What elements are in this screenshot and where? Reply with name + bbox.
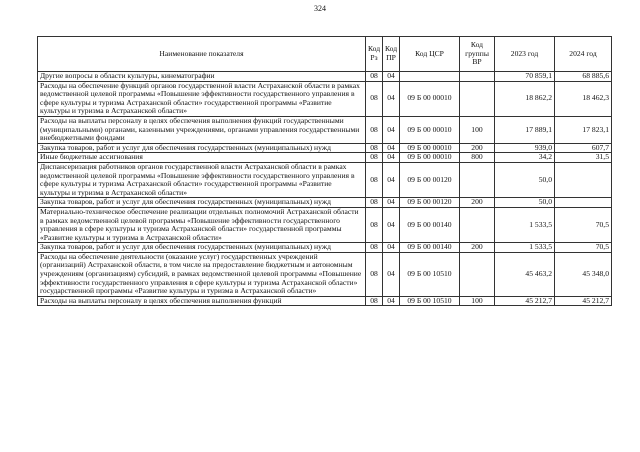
cell-rz: 08 (366, 153, 383, 163)
table-row (38, 243, 612, 253)
cell-pr: 04 (383, 143, 400, 153)
cell-csr: 09 Б 00 00140 (400, 207, 460, 242)
table-body (38, 72, 612, 306)
cell-pr: 04 (383, 72, 400, 82)
cell-name: Материально-техническое обеспечение реализации отдельных полномочий Астраханской области в рамках ведомственной целевой программы «Повышение эффективности государственного управления в сфере культуры и туризма Астраханской области» государственной программы «Развитие культуры и туризма в Астраханской области» (38, 207, 366, 242)
table-row (38, 81, 612, 116)
header-csr: Код ЦСР (400, 37, 460, 72)
cell-vr: 100 (460, 116, 495, 143)
cell-2024: 17 823,1 (555, 116, 612, 143)
cell-rz: 08 (366, 81, 383, 116)
cell-2024: 70,5 (555, 243, 612, 253)
cell-pr: 04 (383, 198, 400, 208)
cell-2023: 939,0 (495, 143, 555, 153)
cell-vr: 100 (460, 296, 495, 306)
table-row (38, 143, 612, 153)
cell-rz: 08 (366, 162, 383, 197)
cell-vr (460, 162, 495, 197)
header-vr: Код группы ВР (460, 37, 495, 72)
cell-name: Закупка товаров, работ и услуг для обеспечения государственных (муниципальных) нужд (38, 243, 366, 253)
cell-name: Расходы на обеспечение функций органов государственной власти Астраханской области в рамках ведомственной целевой программы «Повышение эффективности государственного управления в сфере культуры и туризма Астраханской области» государственной программы «Развитие культуры и туризма в Астраханской области» (38, 81, 366, 116)
cell-rz: 08 (366, 72, 383, 82)
table-row (38, 116, 612, 143)
cell-csr (400, 72, 460, 82)
cell-name: Диспансеризация работников органов государственной власти Астраханской области в рамках ведомственной целевой программы «Повышение эффективности государственного управления в сфере культуры и туризма Астраханской области» государственной программы «Развитие культуры и туризма в Астраханской области» (38, 162, 366, 197)
cell-rz: 08 (366, 198, 383, 208)
table-row (38, 296, 612, 306)
cell-2023: 1 533,5 (495, 207, 555, 242)
header-name: Наименование показателя (38, 37, 366, 72)
cell-csr: 09 Б 00 00120 (400, 162, 460, 197)
cell-vr: 200 (460, 243, 495, 253)
cell-vr: 800 (460, 153, 495, 163)
cell-rz: 08 (366, 143, 383, 153)
cell-vr (460, 252, 495, 296)
cell-2023: 18 862,2 (495, 81, 555, 116)
cell-2024: 70,5 (555, 207, 612, 242)
cell-csr: 09 Б 00 00010 (400, 116, 460, 143)
cell-csr: 09 Б 00 00010 (400, 143, 460, 153)
cell-rz: 08 (366, 252, 383, 296)
cell-pr: 04 (383, 116, 400, 143)
cell-2024: 68 885,6 (555, 72, 612, 82)
cell-2024: 45 212,7 (555, 296, 612, 306)
cell-vr: 200 (460, 143, 495, 153)
cell-rz: 08 (366, 207, 383, 242)
cell-pr: 04 (383, 81, 400, 116)
cell-csr: 09 Б 00 00140 (400, 243, 460, 253)
cell-2024: 18 462,3 (555, 81, 612, 116)
cell-csr: 09 Б 00 10510 (400, 296, 460, 306)
cell-name: Закупка товаров, работ и услуг для обеспечения государственных (муниципальных) нужд (38, 198, 366, 208)
cell-pr: 04 (383, 153, 400, 163)
table-row (38, 207, 612, 242)
cell-2023: 50,0 (495, 198, 555, 208)
cell-2023: 1 533,5 (495, 243, 555, 253)
cell-2023: 45 463,2 (495, 252, 555, 296)
cell-2024: 45 348,0 (555, 252, 612, 296)
cell-csr: 09 Б 00 00010 (400, 81, 460, 116)
table-row (38, 252, 612, 296)
cell-pr: 04 (383, 296, 400, 306)
cell-pr: 04 (383, 243, 400, 253)
cell-pr: 04 (383, 162, 400, 197)
table-row (38, 198, 612, 208)
cell-pr: 04 (383, 207, 400, 242)
cell-2023: 17 889,1 (495, 116, 555, 143)
cell-vr (460, 72, 495, 82)
table-row (38, 72, 612, 82)
cell-2023: 34,2 (495, 153, 555, 163)
table-header-row (38, 37, 612, 72)
cell-rz: 08 (366, 116, 383, 143)
cell-name: Расходы на выплаты персоналу в целях обеспечения выполнения функций (38, 296, 366, 306)
header-2024: 2024 год (555, 37, 612, 72)
cell-2024: 31,5 (555, 153, 612, 163)
cell-vr (460, 81, 495, 116)
cell-rz: 08 (366, 296, 383, 306)
cell-vr (460, 207, 495, 242)
cell-name: Расходы на выплаты персоналу в целях обеспечения выполнения функций государственными (муниципальными) органами, казенными учреждениями, органами управления государственными внебюджетными фондами (38, 116, 366, 143)
header-2023: 2023 год (495, 37, 555, 72)
cell-pr: 04 (383, 252, 400, 296)
cell-csr: 09 Б 00 00120 (400, 198, 460, 208)
cell-2024 (555, 162, 612, 197)
cell-csr: 09 Б 00 00010 (400, 153, 460, 163)
table-row (38, 162, 612, 197)
page-number: 324 (314, 4, 326, 13)
table-row (38, 153, 612, 163)
cell-csr: 09 Б 00 10510 (400, 252, 460, 296)
budget-table (37, 36, 612, 306)
cell-name: Иные бюджетные ассигнования (38, 153, 366, 163)
cell-2024: 607,7 (555, 143, 612, 153)
header-rz: Код Рз (366, 37, 383, 72)
cell-2023: 45 212,7 (495, 296, 555, 306)
cell-rz: 08 (366, 243, 383, 253)
header-pr: Код ПР (383, 37, 400, 72)
cell-2023: 70 859,1 (495, 72, 555, 82)
cell-name: Другие вопросы в области культуры, кинематографии (38, 72, 366, 82)
cell-name: Расходы на обеспечение деятельности (оказание услуг) государственных учреждений (организаций) Астраханской области, в том числе на предоставление бюджетным и автономным учреждениям (организациям) субсидий, в рамках ведомственной целевой программы «Повышение эффективности государственного управления в сфере культуры и туризма Астраханской области» государственной программы «Развитие культуры и туризма в Астраханской области» (38, 252, 366, 296)
cell-name: Закупка товаров, работ и услуг для обеспечения государственных (муниципальных) нужд (38, 143, 366, 153)
cell-vr: 200 (460, 198, 495, 208)
cell-2024 (555, 198, 612, 208)
cell-2023: 50,0 (495, 162, 555, 197)
